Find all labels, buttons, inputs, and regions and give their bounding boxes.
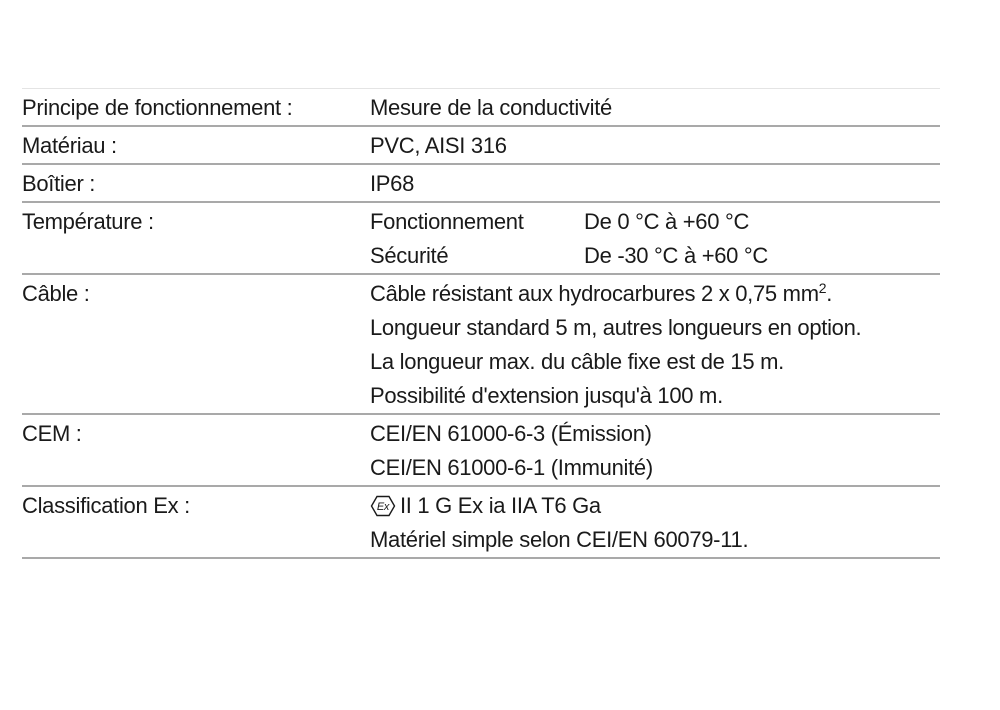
spec-row-principle	[22, 88, 940, 127]
spec-row-ex-classification	[22, 487, 940, 559]
cable-spec-text: Câble résistant aux hydrocarbures 2 x 0,75 mm	[370, 281, 819, 306]
value-line: PVC, AISI 316	[370, 133, 507, 158]
row-label: Principe de fonctionnement :	[22, 95, 293, 120]
value-line: La longueur max. du câble fixe est de 15 m.	[370, 349, 784, 374]
row-label: Température :	[22, 209, 154, 234]
ex-mark-text: Ex	[376, 501, 390, 513]
superscript-exponent: 2	[818, 280, 827, 296]
row-values	[370, 487, 940, 557]
value-line: Matériel simple selon CEI/EN 60079-11.	[370, 527, 749, 552]
row-label: CEM :	[22, 421, 82, 446]
temperature-range: De -30 °C à +60 °C	[584, 243, 769, 268]
spec-row-cable	[22, 275, 940, 415]
spec-row-temperature	[22, 203, 940, 275]
cable-spec-suffix: .	[826, 281, 833, 306]
row-values	[370, 127, 940, 163]
ex-hexagon-icon	[370, 493, 396, 527]
ex-classification-code: II 1 G Ex ia IIA T6 Ga	[400, 493, 601, 518]
row-label: Matériau :	[22, 133, 117, 158]
spec-row-emc	[22, 415, 940, 487]
spec-table	[22, 88, 940, 559]
temperature-name: Sécurité	[370, 243, 449, 268]
value-line: IP68	[370, 171, 415, 196]
row-values	[370, 203, 940, 273]
row-values	[370, 275, 940, 413]
row-values	[370, 89, 940, 125]
value-line: Possibilité d'extension jusqu'à 100 m.	[370, 383, 723, 408]
spec-row-material	[22, 127, 940, 165]
temperature-range: De 0 °C à +60 °C	[584, 209, 750, 234]
row-label: Classification Ex :	[22, 493, 190, 518]
value-line: CEI/EN 61000-6-1 (Immunité)	[370, 455, 653, 480]
value-line	[370, 277, 940, 311]
temperature-operating	[370, 205, 940, 239]
row-values	[370, 415, 940, 485]
value-line: Longueur standard 5 m, autres longueurs en option.	[370, 315, 862, 340]
temperature-name: Fonctionnement	[370, 209, 524, 234]
temperature-safety	[370, 239, 940, 273]
row-values	[370, 165, 940, 201]
value-line	[370, 489, 940, 523]
row-label: Boîtier :	[22, 171, 96, 196]
row-label: Câble :	[22, 281, 90, 306]
value-line: Mesure de la conductivité	[370, 95, 612, 120]
value-line: CEI/EN 61000-6-3 (Émission)	[370, 421, 652, 446]
spec-row-housing	[22, 165, 940, 203]
